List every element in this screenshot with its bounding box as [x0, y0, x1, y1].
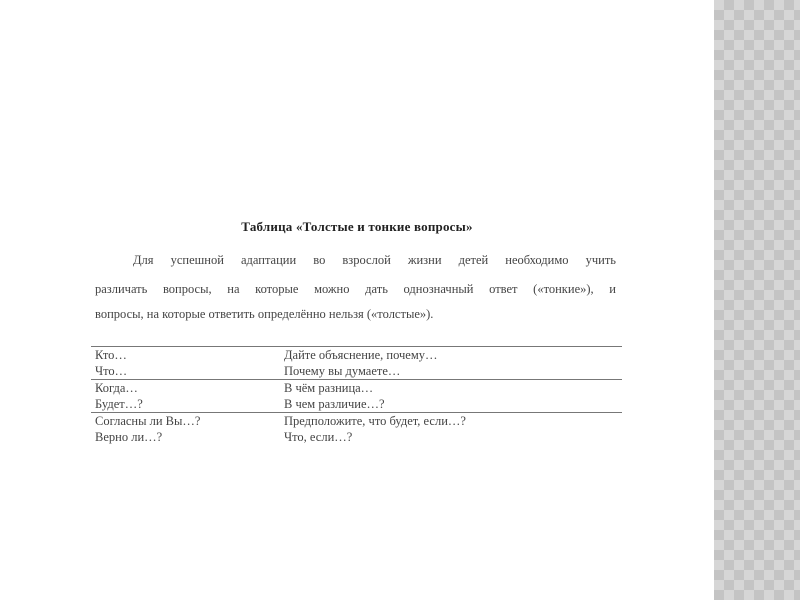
- table-row: [91, 363, 622, 379]
- table-row: [91, 429, 622, 445]
- thick-question: В чем различие…?: [284, 397, 385, 411]
- thin-question: Будет…?: [95, 397, 143, 411]
- thick-question: В чём разница…: [284, 381, 374, 395]
- thin-question: Верно ли…?: [95, 430, 163, 444]
- thick-question: Почему вы думаете…: [284, 364, 401, 378]
- table-row: [91, 380, 622, 396]
- thick-question: Что, если…?: [284, 430, 353, 444]
- thick-question: Предположите, что будет, если…?: [284, 414, 466, 428]
- table-row: [91, 347, 622, 363]
- questions-table: [91, 346, 622, 445]
- decorative-side-pattern: [714, 0, 800, 600]
- thick-question: Дайте объяснение, почему…: [284, 348, 438, 362]
- thin-question: Кто…: [95, 348, 127, 362]
- paragraph-line-2: различать вопросы, на которые можно дать однозначный ответ («тонкие»), и: [95, 282, 616, 296]
- thin-question: Когда…: [95, 381, 138, 395]
- thin-question: Согласны ли Вы…?: [95, 414, 201, 428]
- table-row: [91, 413, 622, 429]
- table-row: [91, 396, 622, 412]
- thin-question: Что…: [95, 364, 128, 378]
- paragraph-line-1: Для успешной адаптации во взрослой жизни детей необходимо учить: [133, 253, 616, 267]
- paragraph-line-3: вопросы, на которые ответить определённо нельзя («толстые»).: [95, 307, 434, 321]
- table-title: Таблица «Толстые и тонкие вопросы»: [241, 219, 473, 234]
